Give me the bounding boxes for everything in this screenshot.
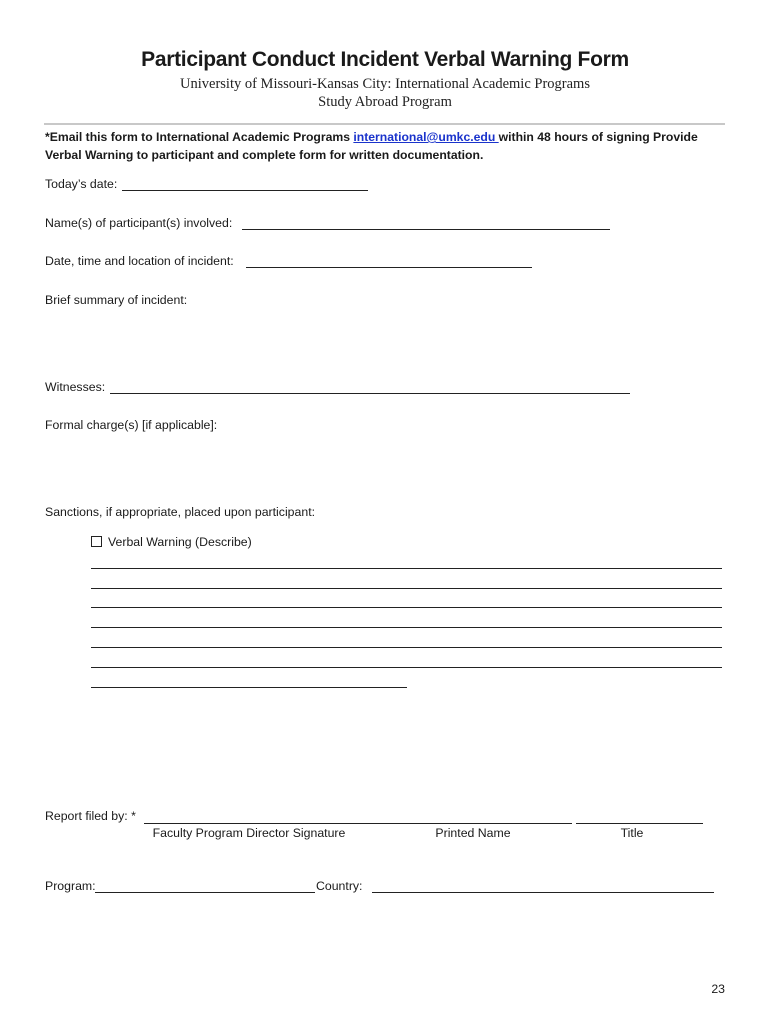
describe-line-7[interactable] xyxy=(91,687,407,688)
signature-field[interactable] xyxy=(144,823,398,824)
summary-label: Brief summary of incident: xyxy=(45,293,188,307)
describe-line-3[interactable] xyxy=(91,607,722,608)
header-divider xyxy=(44,123,725,125)
program-subtitle: Study Abroad Program xyxy=(318,94,452,110)
incident-field[interactable] xyxy=(246,267,532,268)
printed-name-caption: Printed Name xyxy=(435,826,511,840)
report-filed-label: Report filed by: * xyxy=(45,809,136,823)
describe-line-4[interactable] xyxy=(91,627,722,628)
printed-name-field[interactable] xyxy=(398,823,572,824)
email-link[interactable]: international@umkc.edu xyxy=(353,130,499,144)
describe-line-5[interactable] xyxy=(91,647,722,648)
participants-field[interactable] xyxy=(242,229,610,230)
incident-label: Date, time and location of incident: xyxy=(45,254,234,268)
verbal-warning-label: Verbal Warning (Describe) xyxy=(108,535,252,549)
form-title: Participant Conduct Incident Verbal Warning Form xyxy=(141,48,629,71)
note-suffix: within 48 hours of signing Provide Verbal Warning to participant and complete form for written documentation. xyxy=(45,130,698,162)
signature-caption: Faculty Program Director Signature xyxy=(152,826,346,840)
charges-label: Formal charge(s) [if applicable]: xyxy=(45,418,218,432)
participants-label: Name(s) of participant(s) involved: xyxy=(45,216,233,230)
sanctions-label: Sanctions, if appropriate, placed upon participant: xyxy=(45,505,316,519)
program-field[interactable] xyxy=(95,892,315,893)
todays-date-field[interactable] xyxy=(122,190,368,191)
country-label: Country: xyxy=(316,879,363,893)
title-caption: Title xyxy=(620,826,644,840)
note-prefix: *Email this form to International Academic Programs xyxy=(45,130,354,144)
describe-line-2[interactable] xyxy=(91,588,722,589)
witnesses-field[interactable] xyxy=(110,393,630,394)
todays-date-label: Today’s date: xyxy=(45,177,118,191)
university-subtitle: University of Missouri-Kansas City: International Academic Programs xyxy=(180,76,590,92)
email-instruction xyxy=(45,128,725,164)
title-field[interactable] xyxy=(576,823,703,824)
describe-line-6[interactable] xyxy=(91,667,722,668)
verbal-warning-option[interactable] xyxy=(91,535,252,549)
describe-line-1[interactable] xyxy=(91,568,722,569)
witnesses-label: Witnesses: xyxy=(45,380,106,394)
verbal-warning-checkbox[interactable] xyxy=(91,536,102,547)
country-field[interactable] xyxy=(372,892,714,893)
page-number: 23 xyxy=(711,982,725,996)
program-label: Program: xyxy=(45,879,96,893)
